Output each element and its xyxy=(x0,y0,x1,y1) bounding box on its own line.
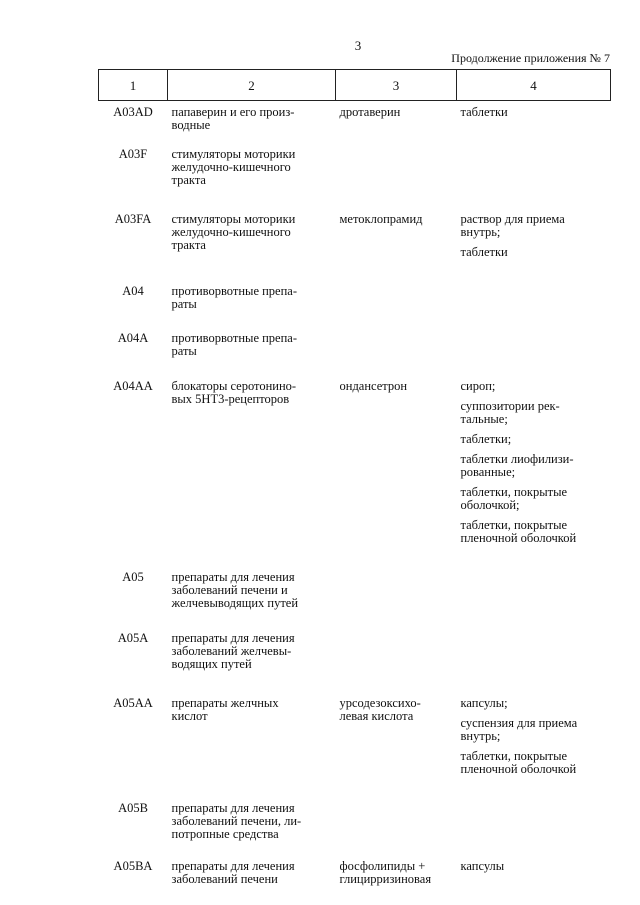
atc-code-cell: A04AA xyxy=(113,379,153,393)
group-name-line: блокаторы серотонино- xyxy=(171,379,297,393)
group-name-line: желудочно-кишечного xyxy=(171,160,291,174)
medication-table xyxy=(98,69,611,886)
atc-code-cell: A05AA xyxy=(113,696,153,710)
substance-line: метоклопрамид xyxy=(339,212,423,226)
substance-line: глицирризиновая xyxy=(339,872,432,886)
atc-code-cell: A03F xyxy=(118,147,148,161)
substance-cell xyxy=(336,148,457,213)
substance-line: фосфолипиды + xyxy=(339,859,426,873)
dosage-form-line: тальные; xyxy=(460,412,508,426)
atc-code-cell: A03FA xyxy=(114,212,152,226)
table-row xyxy=(99,285,611,332)
table-row xyxy=(99,213,611,285)
group-name-cell xyxy=(168,148,336,213)
dosage-form-cell xyxy=(457,380,611,571)
group-name-line: раты xyxy=(171,344,197,358)
dosage-form-cell xyxy=(457,802,611,860)
dosage-form-line: капсулы xyxy=(460,859,505,873)
dosage-form-line: таблетки xyxy=(460,105,508,119)
group-name-line: потропные средства xyxy=(171,827,279,841)
dosage-form-line: таблетки лиофилизи- xyxy=(460,452,574,466)
dosage-form-cell xyxy=(457,632,611,697)
dosage-form-line: таблетки, покрытые xyxy=(460,518,568,532)
group-name-line: препараты для лечения xyxy=(171,859,295,873)
dosage-form-cell xyxy=(457,332,611,380)
substance-cell xyxy=(336,213,457,285)
dosage-form-cell xyxy=(457,106,611,148)
table-header xyxy=(99,70,611,101)
substance-cell xyxy=(336,571,457,632)
group-name-cell xyxy=(168,571,336,632)
substance-cell xyxy=(336,332,457,380)
substance-line: ондансетрон xyxy=(339,379,408,393)
dosage-form-cell xyxy=(457,860,611,886)
dosage-form-line: пленочной оболочкой xyxy=(460,762,577,776)
group-name-line: папаверин и его произ- xyxy=(171,105,295,119)
dosage-form-cell xyxy=(457,148,611,213)
dosage-form-line: таблетки xyxy=(460,245,508,259)
group-name-line: водные xyxy=(171,118,211,132)
group-name-line: стимуляторы моторики xyxy=(171,147,296,161)
group-name-cell xyxy=(168,285,336,332)
dosage-form-item xyxy=(461,246,608,259)
dosage-form-item xyxy=(461,750,608,776)
dosage-form-cell xyxy=(457,571,611,632)
header-row xyxy=(99,70,611,101)
table-row xyxy=(99,860,611,886)
table-row xyxy=(99,332,611,380)
dosage-form-cell xyxy=(457,285,611,332)
group-name-line: противорвотные препа- xyxy=(171,331,298,345)
group-name-line: заболеваний желчевы- xyxy=(171,644,292,658)
table-row xyxy=(99,380,611,571)
table-body xyxy=(99,101,611,887)
group-name-cell xyxy=(168,106,336,148)
group-name-line: желудочно-кишечного xyxy=(171,225,291,239)
group-name-cell xyxy=(168,860,336,886)
group-name-cell xyxy=(168,697,336,802)
group-name-line: водящих путей xyxy=(171,657,252,671)
dosage-form-line: таблетки, покрытые xyxy=(460,485,568,499)
atc-code-cell: A05B xyxy=(118,801,148,815)
substance-cell xyxy=(336,285,457,332)
group-name-line: заболеваний печени, ли- xyxy=(171,814,302,828)
dosage-form-line: капсулы; xyxy=(460,696,508,710)
group-name-cell xyxy=(168,332,336,380)
table-row xyxy=(99,632,611,697)
substance-line: левая кислота xyxy=(339,709,414,723)
atc-code-cell: A05 xyxy=(122,570,144,584)
dosage-form-item xyxy=(461,453,608,479)
substance-line: урсодезоксихо- xyxy=(339,696,421,710)
atc-code-cell: A05BA xyxy=(113,859,153,873)
atc-code-cell: A05A xyxy=(117,631,149,645)
dosage-form-item xyxy=(461,519,608,545)
continuation-note: Продолжение приложения № 7 xyxy=(451,51,610,65)
group-name-line: препараты желчных xyxy=(171,696,279,710)
dosage-form-line: раствор для приема xyxy=(460,212,565,226)
group-name-line: препараты для лечения xyxy=(171,631,295,645)
atc-code-cell: A03AD xyxy=(113,105,153,119)
substance-cell xyxy=(336,106,457,148)
substance-cell xyxy=(336,380,457,571)
header-col-4: 4 xyxy=(457,70,611,101)
dosage-form-cell xyxy=(457,697,611,802)
dosage-form-line: таблетки; xyxy=(460,432,512,446)
table-row xyxy=(99,697,611,802)
header-col-3: 3 xyxy=(336,70,457,101)
group-name-line: кислот xyxy=(171,709,208,723)
substance-line: дротаверин xyxy=(339,105,401,119)
dosage-form-line: суппозитории рек- xyxy=(460,399,560,413)
substance-cell xyxy=(336,860,457,886)
table-row xyxy=(99,106,611,148)
header-col-1: 1 xyxy=(99,70,168,101)
group-name-line: тракта xyxy=(171,238,206,252)
group-name-cell xyxy=(168,632,336,697)
substance-cell xyxy=(336,802,457,860)
dosage-form-item xyxy=(461,486,608,512)
dosage-form-cell xyxy=(457,213,611,285)
group-name-line: препараты для лечения xyxy=(171,570,295,584)
page-number: 3 xyxy=(354,38,362,53)
group-name-line: стимуляторы моторики xyxy=(171,212,296,226)
dosage-form-item xyxy=(461,380,608,393)
table-row xyxy=(99,148,611,213)
dosage-form-item xyxy=(461,433,608,446)
group-name-line: желчевыводящих путей xyxy=(171,596,299,610)
dosage-form-line: внутрь; xyxy=(460,729,501,743)
atc-code-cell: A04 xyxy=(122,284,144,298)
dosage-form-line: рованные; xyxy=(460,465,516,479)
group-name-line: раты xyxy=(171,297,197,311)
dosage-form-line: сироп; xyxy=(460,379,496,393)
dosage-form-line: таблетки, покрытые xyxy=(460,749,568,763)
group-name-line: тракта xyxy=(171,173,206,187)
group-name-line: заболеваний печени и xyxy=(171,583,288,597)
group-name-line: противорвотные препа- xyxy=(171,284,298,298)
dosage-form-item xyxy=(461,106,608,119)
group-name-line: вых 5HT3-рецепторов xyxy=(171,392,290,406)
atc-code-cell: A04A xyxy=(117,331,149,345)
group-name-cell xyxy=(168,380,336,571)
table-row xyxy=(99,802,611,860)
table-row xyxy=(99,571,611,632)
group-name-cell xyxy=(168,802,336,860)
dosage-form-item xyxy=(461,697,608,710)
dosage-form-line: внутрь; xyxy=(460,225,501,239)
group-name-line: заболеваний печени xyxy=(171,872,278,886)
group-name-line: препараты для лечения xyxy=(171,801,295,815)
dosage-form-item xyxy=(461,717,608,743)
dosage-form-item xyxy=(461,213,608,239)
substance-cell xyxy=(336,697,457,802)
group-name-cell xyxy=(168,213,336,285)
dosage-form-line: оболочкой; xyxy=(460,498,520,512)
header-col-2: 2 xyxy=(168,70,336,101)
dosage-form-line: суспензия для приема xyxy=(460,716,578,730)
dosage-form-line: пленочной оболочкой xyxy=(460,531,577,545)
dosage-form-item xyxy=(461,860,608,873)
substance-cell xyxy=(336,632,457,697)
dosage-form-item xyxy=(461,400,608,426)
